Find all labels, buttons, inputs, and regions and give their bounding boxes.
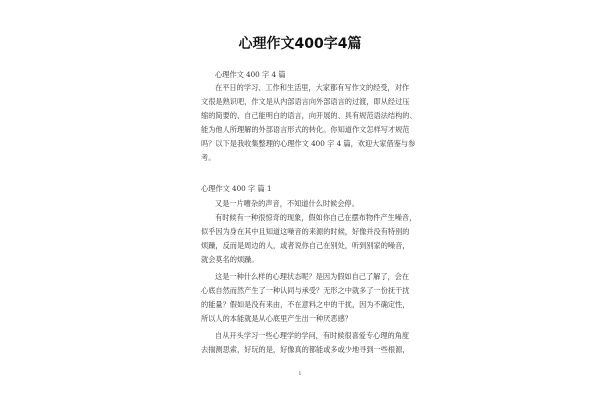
section-line: 的能量？假如是没有来由，不在意料之中的干扰，因为不确定性， bbox=[201, 300, 410, 309]
section-line: 这是一种什么样的心理状态呢？是因为假如自己了解了，会在 bbox=[215, 272, 410, 281]
section-line: 去揣测思索，好玩的是，好像真的都能或多或少地寻到一些根源， bbox=[201, 345, 410, 354]
section-line: 有时候有一种很惊奇的现象，假如你自己在摆布物件产生噪音， bbox=[215, 213, 417, 222]
section-title: 心理作文 400 字 篇 1 bbox=[201, 184, 272, 193]
intro-line: 吗？以下是我收集整理的心理作文 400 字 4 篇，欢迎大家借鉴与参 bbox=[201, 139, 416, 148]
section-line: 自从开头学习一些心理学的学问，有时候很喜爱专心理的角度 bbox=[215, 331, 410, 340]
intro-line: 文很是熟识吧，作文是从内部语言向外部语言的过渡，即从经过压 bbox=[201, 97, 410, 106]
section-line: 似乎因为身在其中且知道这噪音的来源的时候，好像并没有特别的 bbox=[201, 227, 410, 236]
page-number: 1 bbox=[298, 371, 302, 377]
section-line: 烦躁，反而是周边的人，或者说你自己在别处，听到别家的噪音， bbox=[201, 241, 410, 250]
intro-line: 考。 bbox=[201, 153, 216, 162]
document-title: 心理作文400字4篇 bbox=[238, 36, 362, 52]
section-line: 所以人的本能就是从心底里产生出一种厌恶感？ bbox=[201, 314, 352, 323]
section-line: 又是一片嘈杂的声音，不知道什么时候会停。 bbox=[215, 199, 359, 208]
section-line: 就会莫名的烦躁。 bbox=[201, 255, 259, 264]
section-line: 心底自然而然产生了一种认同与承受？无形之中就多了一份抚干扰 bbox=[201, 286, 410, 295]
document-subtitle: 心理作文 400 字 4 篇 bbox=[215, 70, 286, 79]
intro-line: 缩的简要的、自己能明白的语言，向开展的、具有规范语法结构的、 bbox=[201, 111, 417, 120]
intro-line: 能为他人所理解的外部语言形式的转化。你知道作文怎样写才规范 bbox=[201, 125, 410, 134]
intro-line: 在平日的学习、工作和生活里，大家都有写作文的经受，对作 bbox=[215, 83, 410, 92]
